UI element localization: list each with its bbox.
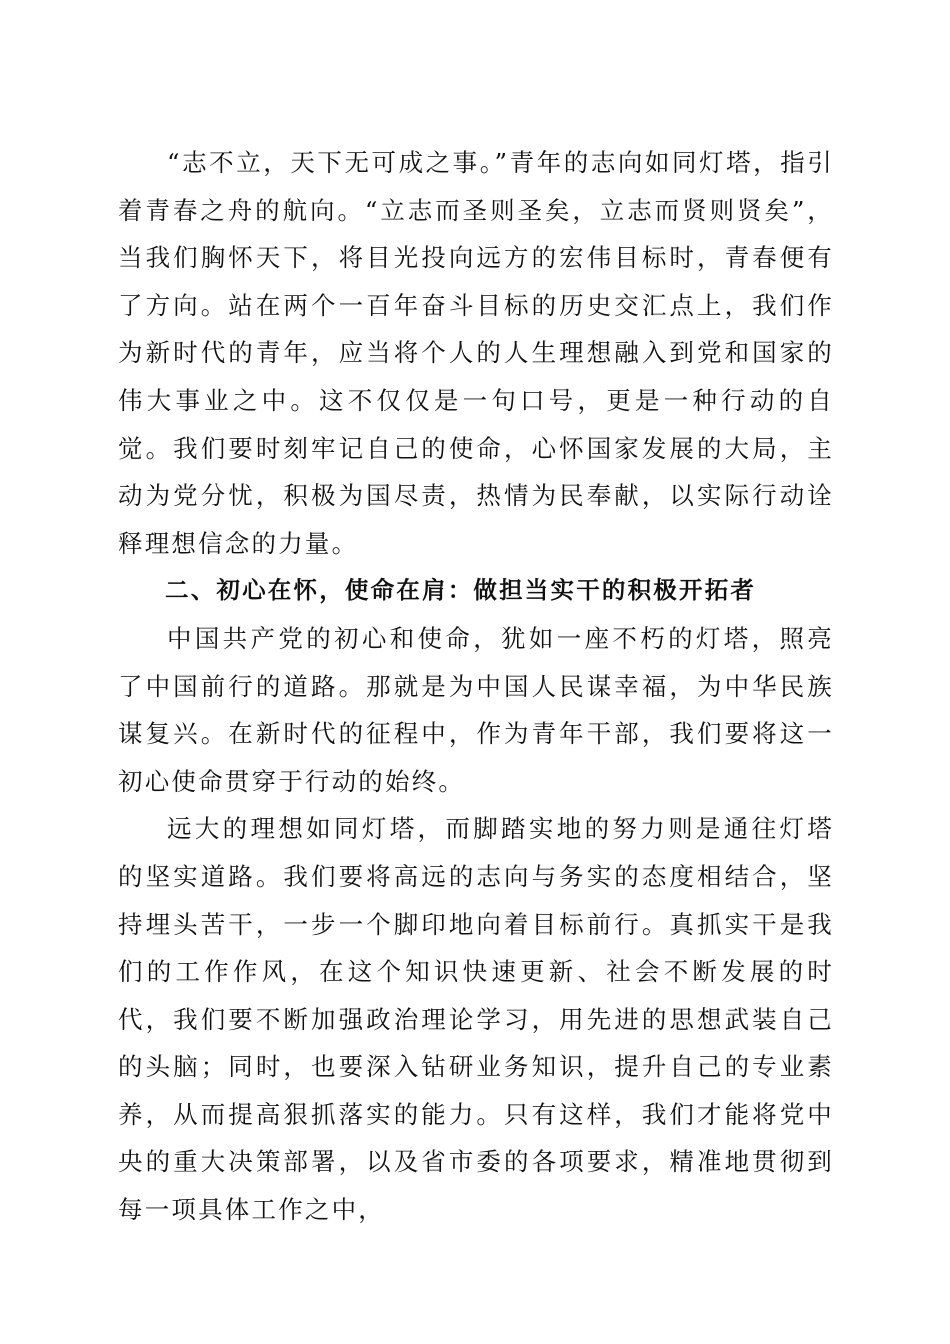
document-body [118,139,834,1234]
section-heading: 二、初心在怀，使命在肩：做担当实干的积极开拓者 [165,576,757,605]
paragraph-original-mission: 中国共产党的初心和使命，犹如一座不朽的灯塔，照亮了中国前行的道路。那就是为中国人民谋幸福，为中华民族谋复兴。在新时代的征程中，作为青年干部，我们要将这一初心使命贯穿于行动的始终。 [118,623,834,796]
paragraph-practical-work: 远大的理想如同灯塔，而脚踏实地的努力则是通往灯塔的坚实道路。我们要将高远的志向与务实的态度相结合，坚持埋头苦干，一步一个脚印地向着目标前行。真抓实干是我们的工作作风，在这个知识快速更新、社会不断发展的时代，我们要不断加强政治理论学习，用先进的思想武装自己的头脑；同时，也要深入钻研业务知识，提升自己的专业素养，从而提高狠抓落实的能力。只有这样，我们才能将党中央的重大决策部署，以及省市委的各项要求，精准地贯彻到每一项具体工作之中， [118,814,834,1225]
paragraph-ideals: “志不立，天下无可成之事。”青年的志向如同灯塔，指引着青春之舟的航向。“立志而圣则圣矣，立志而贤则贤矣”，当我们胸怀天下，将目光投向远方的宏伟目标时，青春便有了方向。站在两个一百年奋斗目标的历史交汇点上，我们作为新时代的青年，应当将个人的人生理想融入到党和国家的伟大事业之中。这不仅仅是一句口号，更是一种行动的自觉。我们要时刻牢记自己的使命，心怀国家发展的大局，主动为党分忧，积极为国尽责，热情为民奉献，以实际行动诠释理想信念的力量。 [118,148,834,558]
